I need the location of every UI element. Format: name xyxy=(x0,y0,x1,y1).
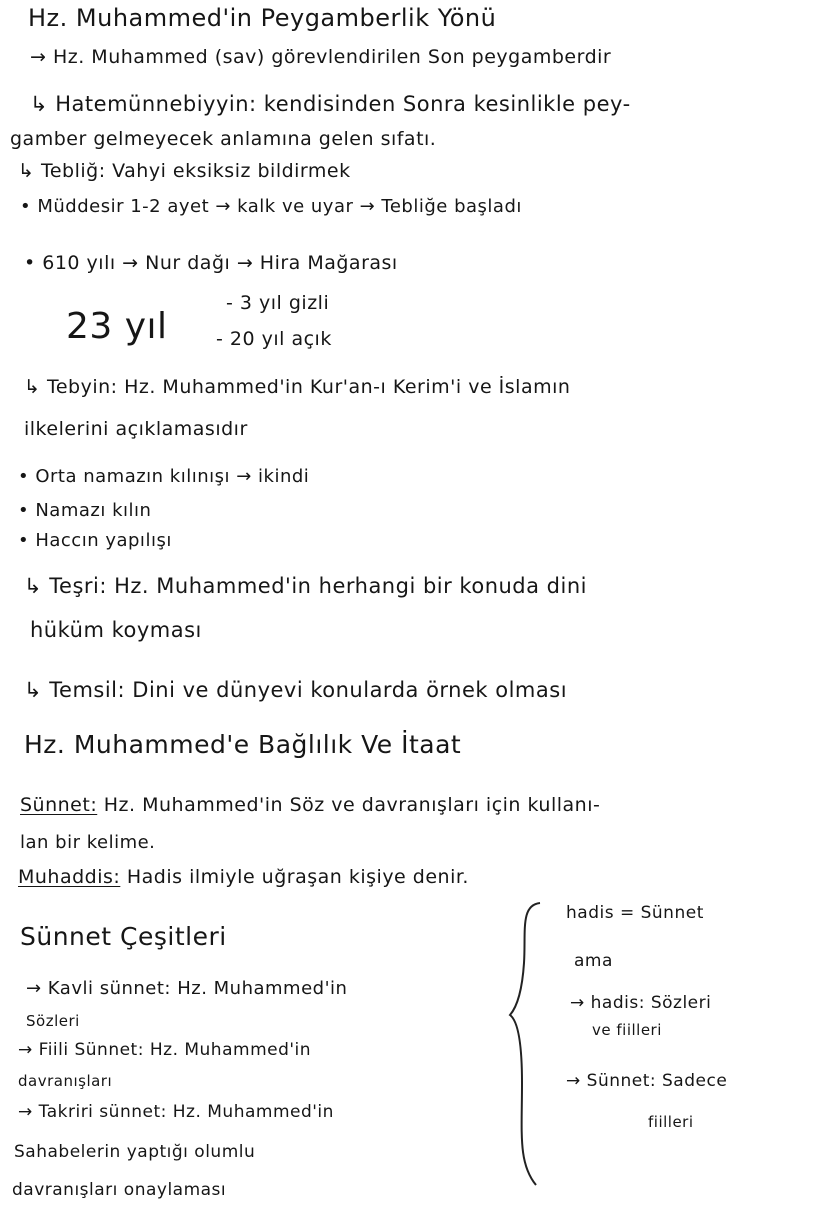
note-line: ↳ Temsil: Dini ve dünyevi konularda örnek olması xyxy=(24,678,568,702)
term-label: Muhaddis: xyxy=(18,866,121,888)
side-note-line: → hadis: Sözleri xyxy=(570,993,712,1013)
section-heading: Hz. Muhammed'e Bağlılık Ve İtaat xyxy=(24,730,462,759)
note-line: gamber gelmeyecek anlamına gelen sıfatı. xyxy=(10,128,437,150)
note-line: → Fiili Sünnet: Hz. Muhammed'in xyxy=(18,1040,312,1060)
note-line: • 610 yılı → Nur dağı → Hira Mağarası xyxy=(24,252,398,274)
note-line: Sözleri xyxy=(26,1012,80,1030)
note-line xyxy=(20,794,600,816)
note-line: lan bir kelime. xyxy=(20,832,156,853)
note-line: Sahabelerin yaptığı olumlu xyxy=(14,1142,256,1162)
note-line: davranışları onaylaması xyxy=(12,1180,227,1200)
note-line: - 20 yıl açık xyxy=(216,328,332,350)
term-definition: Hadis ilmiyle uğraşan kişiye denir. xyxy=(120,866,469,888)
note-line: → Takriri sünnet: Hz. Muhammed'in xyxy=(18,1102,334,1122)
side-note-line: → Sünnet: Sadece xyxy=(566,1071,728,1091)
note-line: ↳ Teşri: Hz. Muhammed'in herhangi bir konuda dini xyxy=(24,574,587,598)
curly-brace-icon xyxy=(506,893,546,1193)
side-note-line: fiilleri xyxy=(648,1113,694,1131)
note-line: • Namazı kılın xyxy=(18,500,152,521)
note-line: ↳ Tebyin: Hz. Muhammed'in Kur'an-ı Kerim'i ve İslamın xyxy=(24,376,571,398)
side-note-line: ve fiilleri xyxy=(592,1021,662,1039)
note-line: ↳ Hatemünnebiyyin: kendisinden Sonra kesinlikle pey- xyxy=(30,92,631,116)
note-line: ↳ Tebliğ: Vahyi eksiksiz bildirmek xyxy=(18,160,351,182)
side-note-line: ama xyxy=(574,951,613,971)
note-line xyxy=(18,866,469,888)
side-note-line: hadis = Sünnet xyxy=(566,903,704,923)
note-line: davranışları xyxy=(18,1072,113,1090)
page-heading: Hz. Muhammed'in Peygamberlik Yönü xyxy=(28,4,497,32)
note-line: • Müddesir 1-2 ayet → kalk ve uyar → Tebliğe başladı xyxy=(20,196,522,217)
note-line: hüküm koyması xyxy=(30,618,202,642)
note-line: → Kavli sünnet: Hz. Muhammed'in xyxy=(26,978,348,999)
side-note xyxy=(506,893,816,1193)
note-line: → Hz. Muhammed (sav) görevlendirilen Son peygamberdir xyxy=(30,46,612,68)
note-line: • Orta namazın kılınışı → ikindi xyxy=(18,466,310,487)
note-line: - 3 yıl gizli xyxy=(226,292,330,314)
note-line: 23 yıl xyxy=(66,306,168,347)
section-heading: Sünnet Çeşitleri xyxy=(20,922,227,951)
note-line: • Haccın yapılışı xyxy=(18,530,172,551)
term-label: Sünnet: xyxy=(20,794,98,816)
term-definition: Hz. Muhammed'in Söz ve davranışları için kullanı- xyxy=(97,794,601,816)
note-line: ilkelerini açıklamasıdır xyxy=(24,418,248,440)
